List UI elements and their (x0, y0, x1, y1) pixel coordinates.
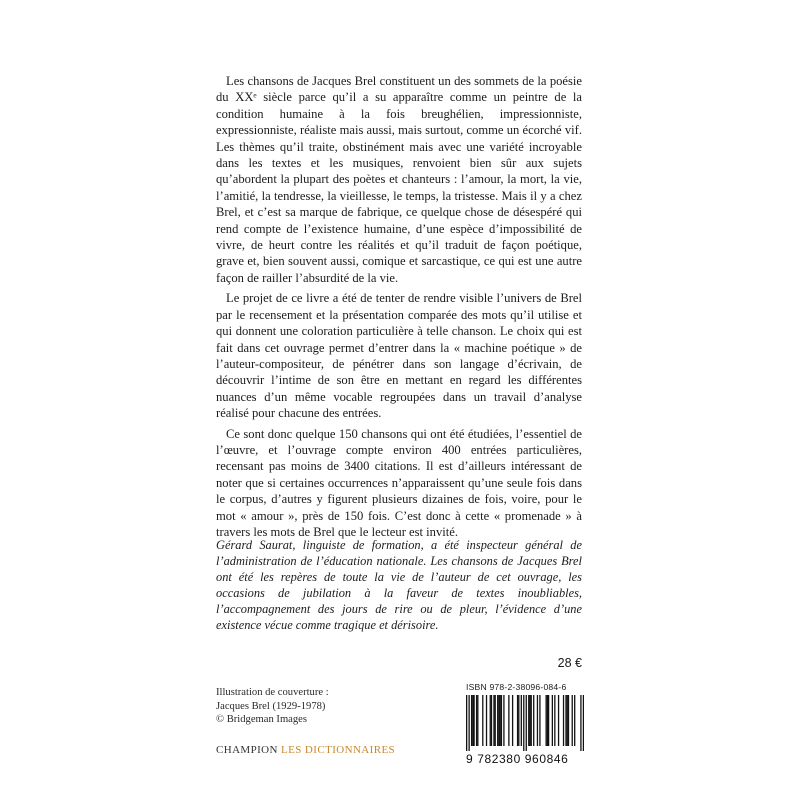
barcode-bar (563, 695, 564, 746)
barcode-bar (529, 695, 530, 746)
barcode-bar (482, 695, 483, 746)
credit-line-3: © Bridgeman Images (216, 714, 308, 726)
barcode-bar (501, 695, 502, 746)
barcode-bar (471, 695, 472, 746)
barcode-bar (468, 695, 469, 751)
barcode-bar (528, 695, 529, 746)
barcode-bar (583, 695, 584, 751)
barcode-bar (495, 695, 496, 746)
barcode-bar (497, 695, 498, 746)
barcode-bar (552, 695, 553, 746)
credit-line-2: Jacques Brel (1929-1978) (216, 700, 326, 712)
author-bio (216, 537, 582, 633)
barcode-bar (498, 695, 499, 746)
barcode-bar (486, 695, 487, 746)
barcode-bar (477, 695, 478, 746)
paragraph-1: Les chansons de Jacques Brel constituent un des sommets de la poésie du XXᵉ siècle parce qu’il a su apparaître comme un peintre de la condition humaine à la fois breughélien, impressionniste, expressionniste, réaliste mais aussi, mais surtout, comme un écorché vif. Les thèmes qu’il traite, obstinément mais avec une variété incroyable dans les textes et les musiques, renvoient bien sûr aux sujets qu’abordent la plupart des poètes et chanteurs : l’amour, la mort, la vie, l’amitié, la tendresse, la vieillesse, le temps, la tristesse. Mais il y a chez Brel, et c’est sa marque de fabrique, ce quelque chose de désespéré qui rend compte de l’existence humaine, d’une espèce d’impossibilité de vivre, de heurt contre les réalités et qu’il traduit de façon poétique, grave et, bien souvent aussi, comique et sarcastique, ce qui est une autre façon de railler l’absurdité de la vie. (216, 74, 582, 285)
barcode-bar (580, 695, 581, 751)
price-label: 28 € (557, 656, 582, 670)
barcode-bar (537, 695, 538, 746)
barcode-bar (476, 695, 477, 746)
barcode-bar (521, 695, 522, 746)
barcode-bar (518, 695, 519, 746)
barcode-bar (473, 695, 474, 746)
isbn-barcode-block (466, 682, 584, 766)
barcode-bar (472, 695, 473, 746)
barcode-bar (508, 695, 509, 746)
cover-credits (216, 686, 416, 727)
barcode-bar (565, 695, 566, 746)
barcode-bar (545, 695, 546, 746)
barcode-bar (539, 695, 540, 746)
barcode (466, 695, 584, 751)
paragraph-3: Ce sont donc quelque 150 chansons qui ont été étudiées, l’essentiel de l’œuvre, et l’ouvrage compte environ 400 entrées particulières, recensant pas moins de 3400 citations. Il est d’ailleurs intéressant de noter que si certaines occurrences n’apparaissent qu’une seule fois dans le corpus, d’autres y figurent plusieurs dizaines de fois, voire, pour le mot « amour », près de 150 fois. C’est donc à cette « promenade » à travers les mots de Brel que le lecteur est invité. (216, 426, 582, 539)
barcode-bar (533, 695, 534, 746)
barcode-bar (531, 695, 532, 746)
isbn-number: ISBN 978-2-38096-084-6 (466, 682, 567, 692)
barcode-digits: 9 782380 960846 (466, 752, 569, 766)
barcode-bar (558, 695, 559, 746)
barcode-bar (548, 695, 549, 746)
author-bio-text: Gérard Saurat, linguiste de formation, a été inspecteur général de l’administration de l’éducation nationale. Les chansons de Jacques Brel ont été les repères de toute la vie de l’auteur de cet ouvrage, les occasions de jubilation à la faveur de textes inoubliables, l’accompagnement des jours de rire ou de pleur, l’évidence d’une existence vécue comme tragique et dérisoire. (216, 538, 582, 632)
publisher-name: CHAMPION (216, 744, 278, 756)
credit-line-1: Illustration de couverture : (216, 687, 329, 698)
barcode-bar (490, 695, 491, 746)
barcode-bar (500, 695, 501, 746)
publisher-imprint (216, 744, 395, 756)
paragraph-2: Le projet de ce livre a été de tenter de rendre visible l’univers de Brel par le recensement et la présentation comparée des mots qu’il utilise et qui donnent une coloration particulière à telle chanson. Le choix qui est fait dans cet ouvrage permet d’entrer dans la « machine poétique » de l’auteur-compositeur, de pénétrer dans son langage d’écrivain, de découvrir l’intime de son être en mettant en regard les différentes nuances d’un même vocable regroupées dans un travail d’analyse réalisé pour chacune des entrées. (216, 291, 582, 421)
barcode-bar (493, 695, 494, 746)
barcode-bar (512, 695, 513, 746)
barcode-bar (491, 695, 492, 746)
barcode-bar (554, 695, 555, 746)
barcode-bar (567, 695, 568, 746)
description-text (216, 73, 582, 544)
collection-name: LES DICTIONNAIRES (281, 744, 396, 756)
barcode-bar (517, 695, 518, 746)
barcode-bar (466, 695, 467, 751)
barcode-bar (526, 695, 527, 751)
barcode-bar (547, 695, 548, 746)
barcode-bar (572, 695, 573, 746)
barcode-bar (574, 695, 575, 746)
barcode-bar (503, 695, 504, 746)
barcode-bar (523, 695, 524, 751)
barcode-bar (568, 695, 569, 746)
